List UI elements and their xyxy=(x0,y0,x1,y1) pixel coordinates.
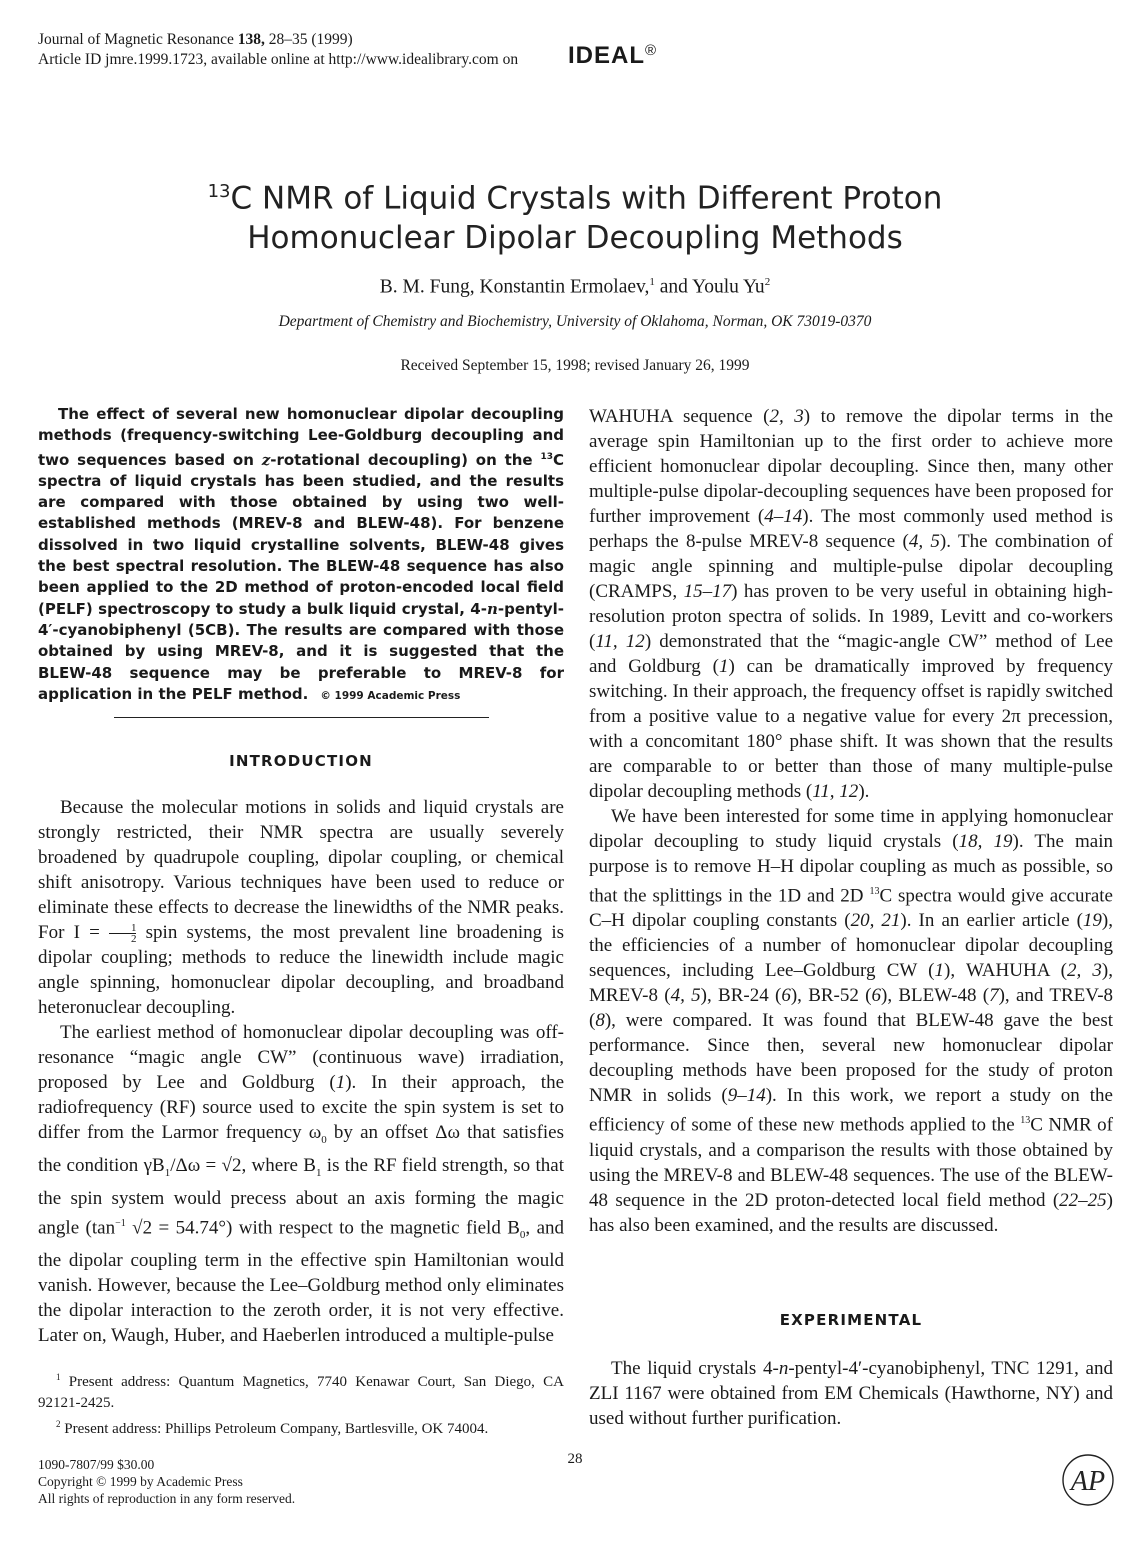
academic-press-logo xyxy=(1060,1452,1116,1513)
affiliation: Department of Chemistry and Biochemistry, University of Oklahoma, Norman, OK 73019-0370 xyxy=(278,313,872,330)
copyright-block: 1090-7807/99 $30.00 Copyright © 1999 by Academic Press All rights of reproduction in any form reserved. xyxy=(38,1457,296,1506)
fraction-one-half: $\frac{1}{2}$ xyxy=(109,923,137,944)
paragraph: Because the molecular motions in solids and liquid crystals are strongly restricted, their NMR spectra are usually severely broadened by quadrupole coupling, dipolar coupling, or chemical shift anisotropy. Various techniques have been used to reduce or eliminate these effects to decrease the linewidths of the NMR peaks. For I = $\frac{1}{2}$ spin systems, the most prevalent line broadening is dipolar coupling; methods to reduce the linewidth include magic angle spinning, homonuclear dipolar decoupling, and broadband heteronuclear decoupling. xyxy=(38,797,564,1018)
svg-text:AP: AP xyxy=(1070,1466,1106,1497)
ideal-logo: IDEAL® xyxy=(568,42,658,69)
footnotes xyxy=(38,1367,564,1440)
journal-header xyxy=(38,30,518,70)
section-heading-experimental: EXPERIMENTAL xyxy=(779,1311,923,1329)
abstract: The effect of several new homonuclear dipolar decoupling methods (frequency-switching Lee-Goldburg decoupling and two sequences based on z-rotational decoupling) on the $^{13}$C spectra of liquid crystals has been studied, and the results are compared with those obtained by using two well-established methods (MREV-8 and BLEW-48). For benzene dissolved in two liquid crystalline solvents, BLEW-48 gives the best spectral resolution. The BLEW-48 sequence has also been applied to the 2D method of proton-encoded local field (PELF) spectroscopy to study a bulk liquid crystal, 4-n-pentyl-4′-cyanobiphenyl (5CB). The results are compared with those obtained by using MREV-8, and it is suggested that the BLEW-48 sequence may be preferable to MREV-8 for application in the PELF method. © 1999 Academic Press xyxy=(38,405,564,703)
section-heading-introduction: INTRODUCTION xyxy=(229,752,373,770)
experimental-body xyxy=(589,1356,1113,1431)
page-number: 28 xyxy=(567,1451,583,1467)
introduction-body xyxy=(38,795,564,1348)
paragraph: The liquid crystals 4-n-pentyl-4′-cyanobiphenyl, TNC 1291, and ZLI 1167 were obtained from EM Chemicals (Hawthorne, NY) and used without further purification. xyxy=(589,1358,1113,1429)
journal-citation: Journal of Magnetic Resonance 138, 28–35 (1999) xyxy=(38,31,353,48)
article-title: $^{13}$C NMR of Liquid Crystals with Different Proton Homonuclear Dipolar Decoupling Methods xyxy=(207,180,943,257)
abstract-divider xyxy=(114,717,489,718)
paragraph: We have been interested for some time in applying homonuclear dipolar decoupling to study liquid crystals (18, 19). The main purpose is to remove H–H dipolar coupling as much as possible, so that the splittings in the 1D and 2D $^{13}$C spectra would give accurate C–H dipolar coupling constants (20, 21). In an earlier article (19), the efficiencies of a number of homonuclear dipolar decoupling sequences, including Lee–Goldburg CW (1), WAHUHA (2, 3), MREV-8 (4, 5), BR-24 (6), BR-52 (6), BLEW-48 (7), and TREV-8 (8), were compared. It was found that BLEW-48 gave the best performance. Since then, several new homonuclear dipolar decoupling methods have been proposed for the study of proton NMR in solids (9–14). In this work, we report a study on the efficiency of some of these new methods applied to the $^{13}$C NMR of liquid crystals, and a comparison the results with those obtained by using the MREV-8 and BLEW-48 sequences. The use of the BLEW-48 sequence in the 2D proton-detected local field method (22–25) has also been examined, and the results are discussed. xyxy=(589,806,1114,1236)
footnote-2: $^2$ Present address: Phillips Petroleum Company, Bartlesville, OK 74004. xyxy=(56,1419,489,1437)
abstract-copyright: © 1999 Academic Press xyxy=(320,689,461,702)
paragraph: WAHUHA sequence (2, 3) to remove the dipolar terms in the average spin Hamiltonian up to the first order to achieve more efficient homonuclear dipolar decoupling. Since then, many other multiple-pulse dipolar-decoupling sequences have been proposed for further improvement (4–14). The most commonly used method is perhaps the 8-pulse MREV-8 sequence (4, 5). The combination of magic angle spinning and multiple-pulse dipolar decoupling (CRAMPS, 15–17) has proven to be very useful in obtaining high-resolution proton spectra of solids. In 1989, Levitt and co-workers (11, 12) demonstrated that the “magic-angle CW” method of Lee and Goldburg (1) can be dramatically improved by frequency switching. In their approach, the frequency offset is rapidly switched from a positive value to a negative value for every 2π precession, with a concomitant 180° phase shift. It was shown that the results are comparable to or better than those of many multiple-pulse dipolar decoupling methods (11, 12). xyxy=(589,406,1114,802)
paragraph: The earliest method of homonuclear dipolar decoupling was off-resonance “magic angle CW” (continuous wave) irradiation, proposed by Lee and Goldburg (1). In their approach, the radiofrequency (RF) source used to excite the spin system is set to differ from the Larmor frequency $\omega_0$ by an offset Δω that satisfies the condition $\gamma B_1/\Delta\omega = √2$, where $B_1$ is the RF field strength, so that the spin system would precess about an axis forming the magic angle ($\tan^{-1}$ √2 = 54.74°) with respect to the magnetic field $B_0$, and the dipolar coupling term in the effective spin Hamiltonian would vanish. However, because the Lee–Goldburg method only eliminates the dipolar interaction to the zeroth order, it is not very effective. Later on, Waugh, Huber, and Haeberlen introduced a multiple-pulse xyxy=(38,1022,565,1346)
footnote-1: $^1$ Present address: Quantum Magnetics, 7740 Kenawar Court, San Diego, CA 92121-2425. xyxy=(38,1372,564,1411)
article-id: Article ID jmre.1999.1723, available online at http://www.idealibrary.com on xyxy=(38,51,519,68)
introduction-body-continued xyxy=(589,404,1113,1238)
received-date: Received September 15, 1998; revised January 26, 1999 xyxy=(400,357,750,374)
authors: B. M. Fung, Konstantin Ermolaev,$^1$ and Youlu Yu$^2$ xyxy=(379,276,771,298)
